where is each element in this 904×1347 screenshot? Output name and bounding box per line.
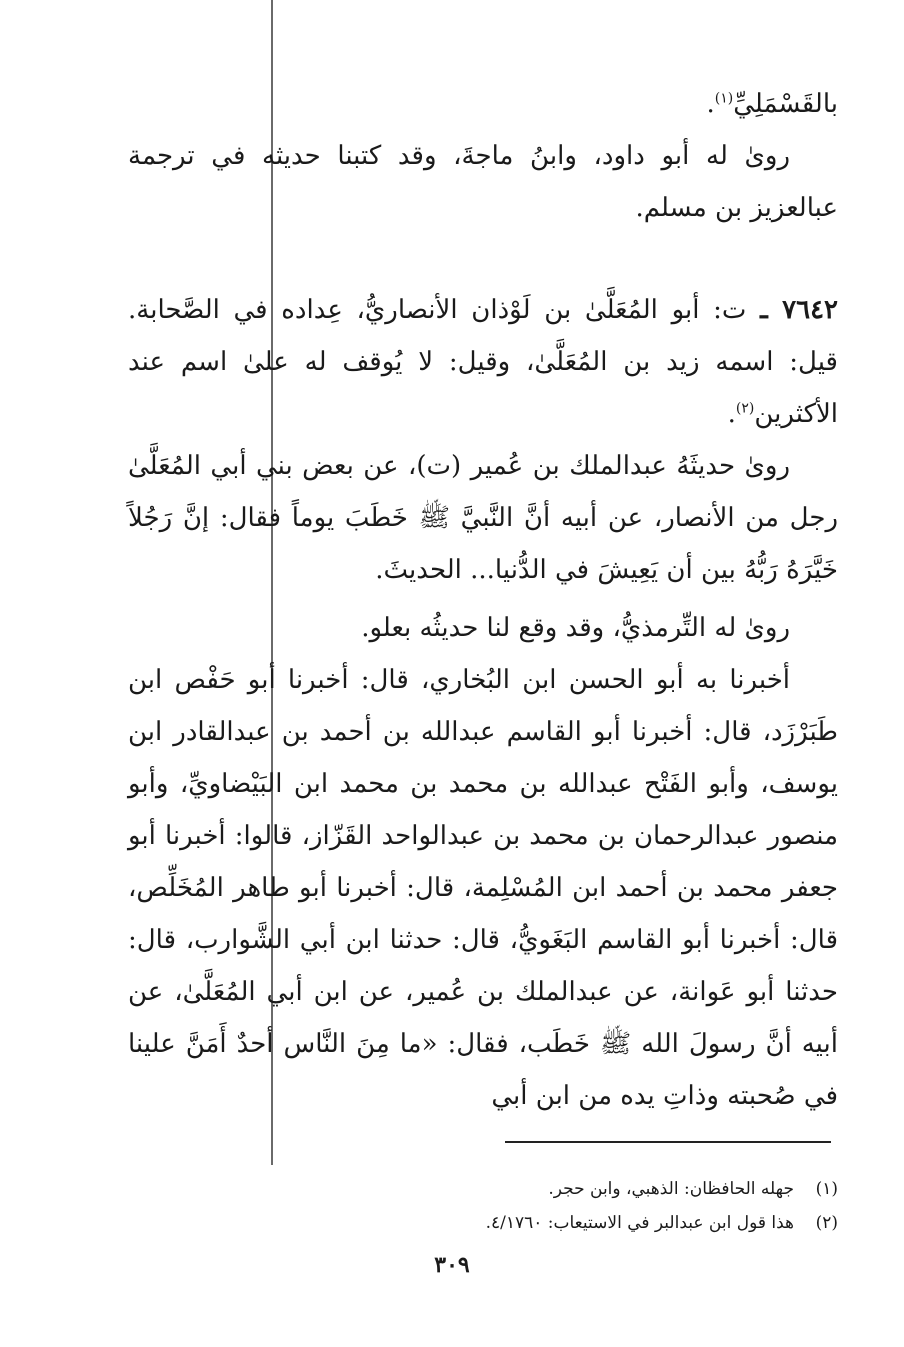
footnote-ref-2: (٢) <box>735 400 755 417</box>
footnote-1: (١)جهله الحافظان: الذهبي، وابن حجر. <box>548 1179 838 1199</box>
entry-isnad: أخبرنا به أبو الحسن ابن البُخاري، قال: أخبرنا أبو حَفْص ابن طَبَرْزَد، قال: أخبرنا أبو القاسم عبدالله بن أحمد بن عبدالقادر ابن يوسف، وأبو الفَتْح عبدالله بن محمد بن محمد ابن البَيْضاويِّ، وأبو منصور عبدالرحمان بن محمد بن عبدالواحد القَزّاز، قالوا: أخبرنا أبو جعفر محمد بن أحمد ابن المُسْلِمة، قال: أخبرنا أبو طاهر المُخَلِّص، قال: أخبرنا أبو القاسم البَغَويُّ، قال: حدثنا ابن أبي الشَّوارب، قال: حدثنا أبو عَوانة، عن عبدالملك بن عُمير، عن ابن أبي المُعَلَّىٰ، عن أبيه أنَّ رسولَ الله ﷺ خَطَب، فقال: «ما مِنَ النَّاس أحدٌ أَمَنَّ علينا في صُحبته وذاتِ يده من ابن أبي <box>128 665 838 1111</box>
entry-number: ٧٦٤٢ ـ <box>760 295 839 325</box>
footnotes <box>300 1172 838 1240</box>
entry-block <box>128 284 838 1122</box>
footnote-ref-1: (١) <box>714 90 734 107</box>
page-number: ٣٠٩ <box>434 1252 470 1278</box>
entry-hadith: روىٰ حديثَهُ عبدالملك بن عُمير (ت)، عن بعض بني أبي المُعَلَّىٰ رجل من الأنصار، عن أبيه أنَّ النَّبيَّ ﷺ خَطَبَ يوماً فقال: إنَّ رَجُلاً خَيَّرَهُ رَبُّهُ بين أن يَعِيشَ في الدُّنيا... الحديثَ. <box>128 451 838 585</box>
entry-narration: روىٰ له التِّرمذيُّ، وقد وقع لنا حديثُه بعلو. <box>361 613 790 643</box>
previous-entry-narration: روىٰ له أبو داود، وابنُ ماجةَ، وقد كتبنا حديثه في ترجمة عبالعزيز بن مسلم. <box>128 141 838 223</box>
footnote-separator <box>505 1141 831 1143</box>
previous-entry-block <box>128 78 838 234</box>
entry-heading: ٧٦٤٢ ـ ت: أبو المُعَلَّىٰ بن لَوْذان الأنصاريُّ، عِداده في الصَّحابة. قيل: اسمه زيد بن المُعَلَّىٰ، وقيل: لا يُوقف له علىٰ اسم عند الأكثرين$^{(٢)}$. <box>128 295 839 429</box>
previous-entry-closing: بالقَسْمَلِيِّ$^{(١)}$. <box>706 89 838 119</box>
footnote-2: (٢)هذا قول ابن عبدالبر في الاستيعاب: ٤/١٧٦٠. <box>485 1213 838 1233</box>
